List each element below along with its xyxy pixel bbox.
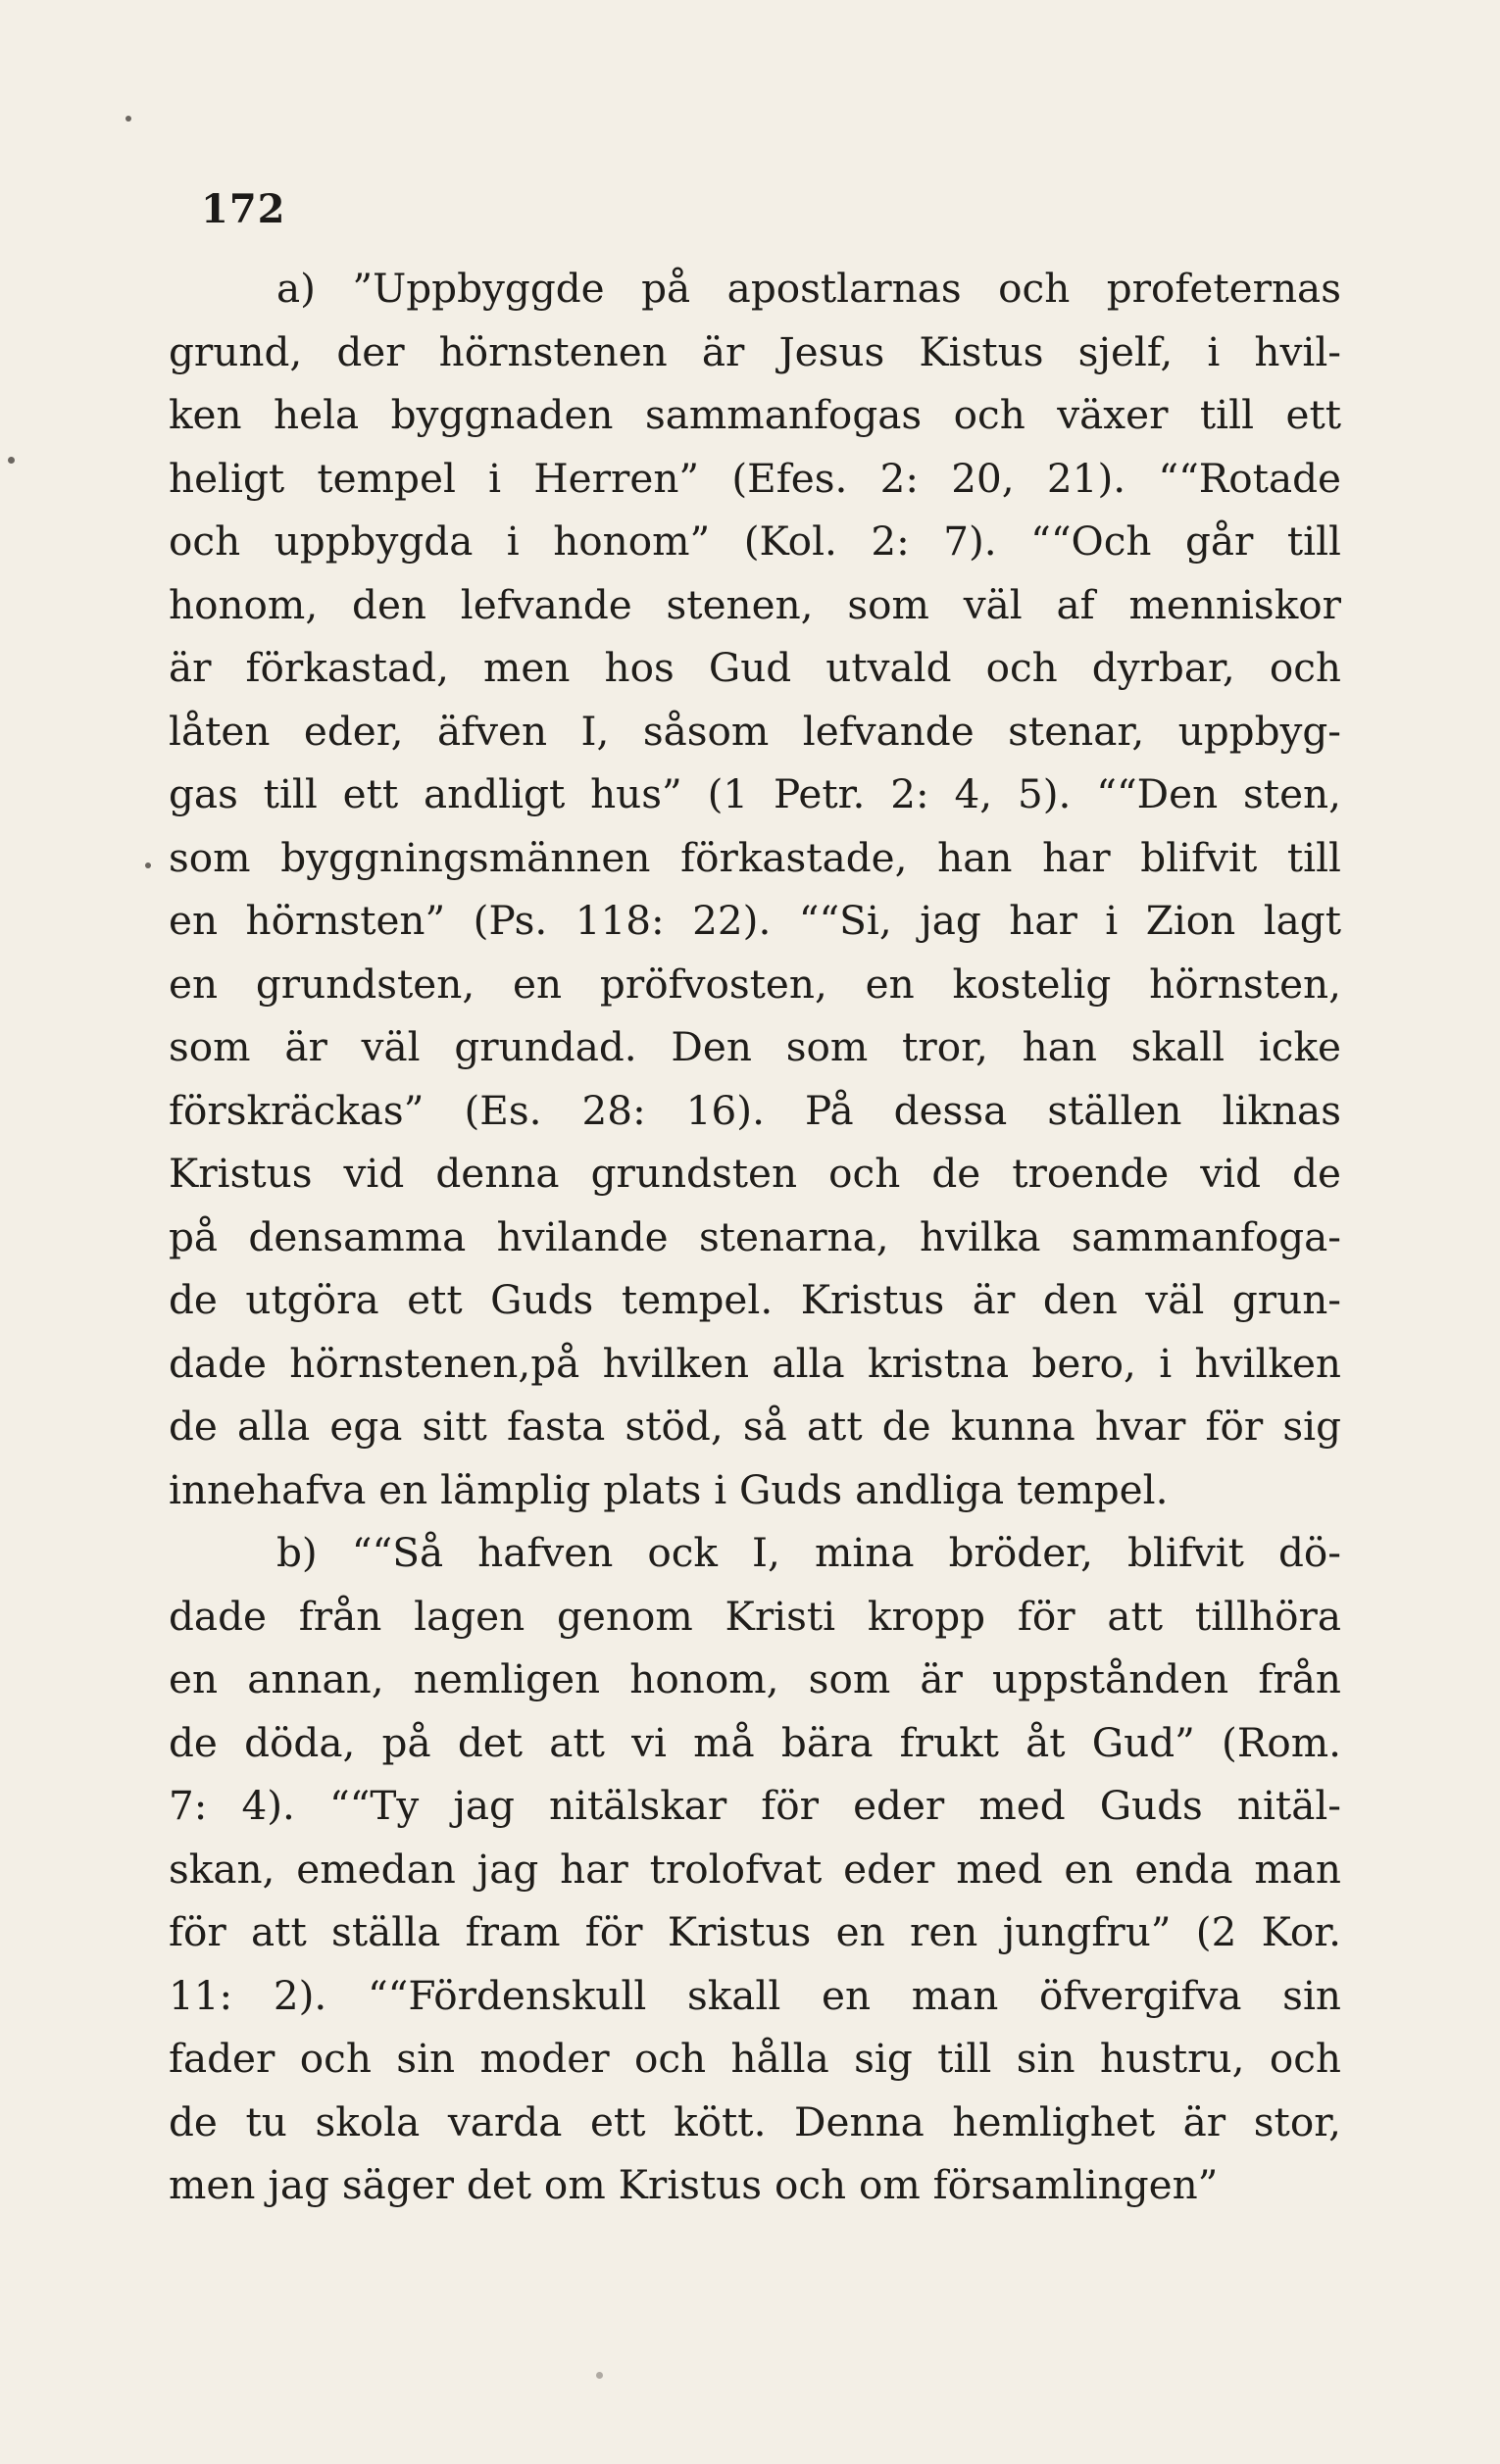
text-line: de utgöra ett Guds tempel. Kristus är den väl grun- <box>169 1276 1341 1323</box>
margin-speck <box>125 116 131 122</box>
margin-speck <box>145 862 151 868</box>
text-line: 11: 2). ““Fördenskull skall en man öfvergifva sin <box>169 1971 1341 2019</box>
text-line: de tu skola varda ett kött. Denna hemlighet är stor, <box>169 2097 1341 2145</box>
text-line: låten eder, äfven I, såsom lefvande stenar, uppbyg- <box>169 707 1341 755</box>
text-line: förskräckas” (Es. 28: 16). På dessa ställen liknas <box>169 1086 1341 1134</box>
text-line: skan, emedan jag har trolofvat eder med en enda man <box>169 1845 1341 1893</box>
page-number: 172 <box>201 186 286 232</box>
text-line: men jag säger det om Kristus och om församlingen” <box>169 2161 1219 2208</box>
text-line: innehafva en lämplig plats i Guds andliga tempel. <box>169 1465 1169 1513</box>
text-line: en annan, nemligen honom, som är uppstånden från <box>169 1655 1341 1702</box>
text-line: gas till ett andligt hus” (1 Petr. 2: 4, 5). ““Den sten, <box>169 770 1341 817</box>
text-line: dade från lagen genom Kristi kropp för att tillhöra <box>169 1592 1341 1640</box>
text-line: heligt tempel i Herren” (Efes. 2: 20, 21). ““Rotade <box>169 454 1341 502</box>
margin-speck <box>8 457 15 464</box>
margin-speck <box>596 2372 603 2379</box>
text-line: de alla ega sitt fasta stöd, så att de kunna hvar för sig <box>169 1403 1341 1450</box>
text-line: för att ställa fram för Kristus en ren jungfru” (2 Kor. <box>169 1908 1341 1955</box>
text-line: fader och sin moder och hålla sig till sin hustru, och <box>169 2035 1341 2082</box>
body-text <box>169 257 1341 2217</box>
text-line: grund, der hörnstenen är Jesus Kistus sjelf, i hvil- <box>169 327 1341 375</box>
text-line: och uppbygda i honom” (Kol. 2: 7). ““Och går till <box>169 517 1341 565</box>
text-line: de döda, på det att vi må bära frukt åt Gud” (Rom. <box>169 1718 1341 1766</box>
text-line: en grundsten, en pröfvosten, en kostelig hörnsten, <box>169 960 1341 1008</box>
text-line: en hörnsten” (Ps. 118: 22). ““Si, jag har i Zion lagt <box>169 897 1341 944</box>
text-line: honom, den lefvande stenen, som väl af menniskor <box>169 580 1341 628</box>
text-line: 7: 4). ““Ty jag nitälskar för eder med Guds nitäl- <box>169 1782 1341 1829</box>
text-line: b) ““Så hafven ock I, mina bröder, blifvit dö- <box>276 1529 1341 1576</box>
text-line: som byggningsmännen förkastade, han har blifvit till <box>169 833 1341 881</box>
text-line: a) ”Uppbyggde på apostlarnas och profeternas <box>276 265 1341 312</box>
text-line: som är väl grundad. Den som tror, han skall icke <box>169 1023 1341 1070</box>
text-line: Kristus vid denna grundsten och de troende vid de <box>169 1150 1341 1197</box>
text-line: på densamma hvilande stenarna, hvilka sammanfoga- <box>169 1212 1341 1260</box>
text-line: ken hela byggnaden sammanfogas och växer till ett <box>169 391 1341 438</box>
text-line: dade hörnstenen,på hvilken alla kristna bero, i hvilken <box>169 1339 1341 1387</box>
text-line: är förkastad, men hos Gud utvald och dyrbar, och <box>169 644 1341 691</box>
